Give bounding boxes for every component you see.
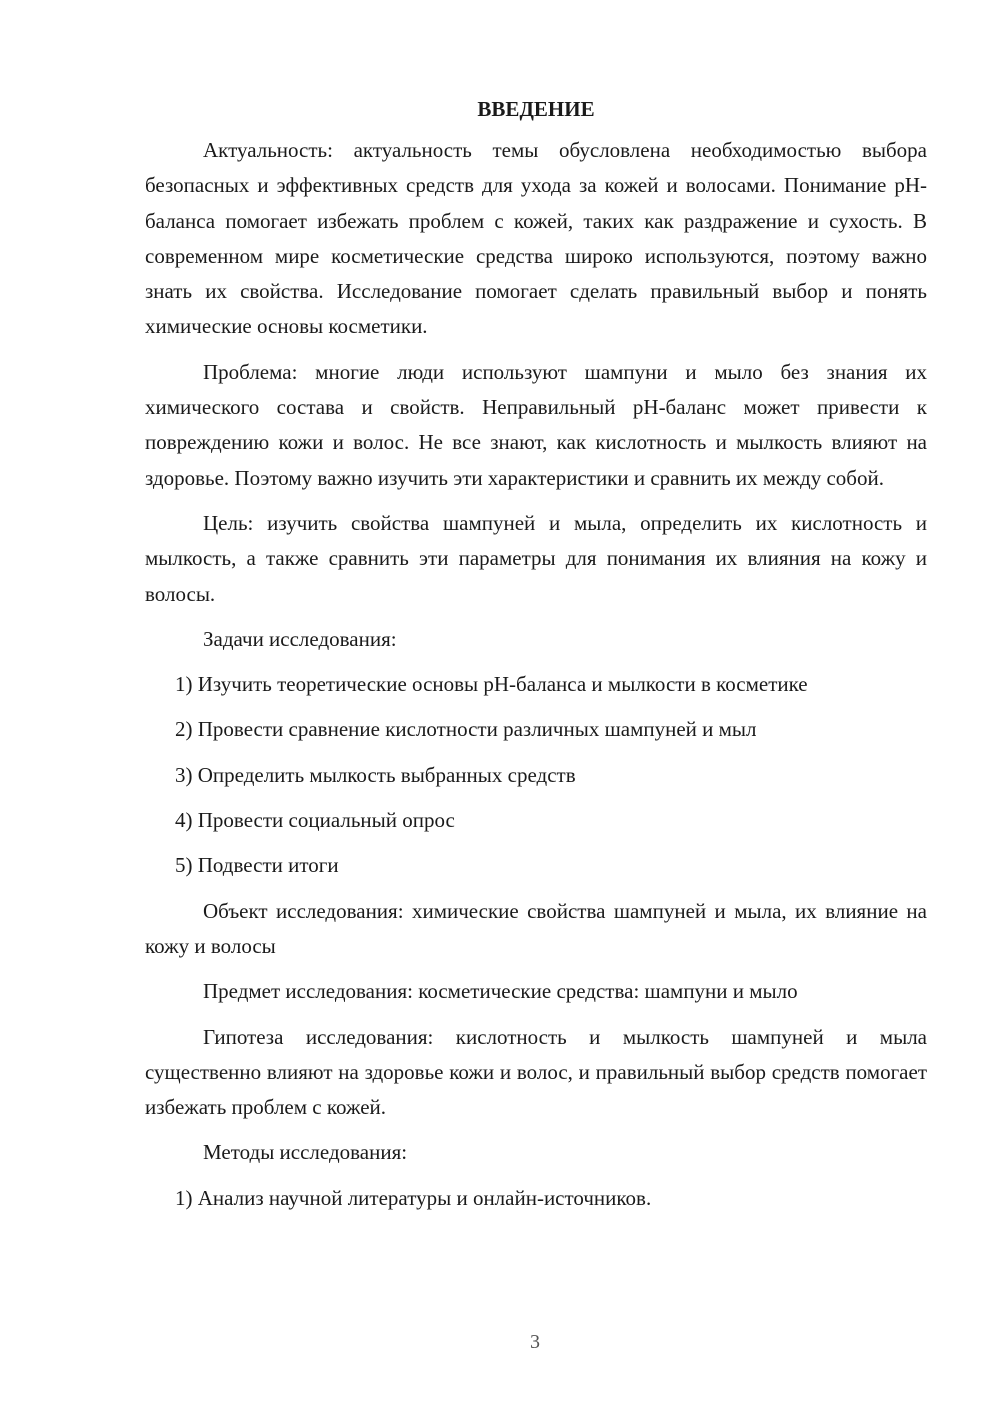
list-item: 3) Определить мылкость выбранных средств (175, 762, 576, 787)
section-heading: ВВЕДЕНИЕ (477, 97, 595, 121)
subject-paragraph: Предмет исследования: косметические средства: шампуни и мыло (203, 979, 798, 1004)
list-item: 4) Провести социальный опрос (175, 808, 455, 833)
document-page (145, 92, 927, 1226)
list-item: 1) Анализ научной литературы и онлайн-источников. (175, 1185, 652, 1210)
goal-paragraph: Цель: изучить свойства шампуней и мыла, определить их кислотность и мылкость, а также сравнить эти параметры для понимания их влияния на кожу и волосы. (145, 510, 927, 606)
list-item: 2) Провести сравнение кислотности различных шампуней и мыл (175, 717, 757, 742)
relevance-paragraph: Актуальность: актуальность темы обусловлена необходимостью выбора безопасных и эффективных средств для ухода за кожей и волосами. Понимание pH-баланса помогает избежать проблем с кожей, таких как раздражение и сухость. В современном мире косметические средства широко используются, поэтому важно знать их свойства. Исследование помогает сделать правильный выбор и понять химические основы косметики. (145, 138, 927, 339)
page-number: 3 (530, 1331, 540, 1353)
methods-title: Методы исследования: (203, 1140, 408, 1165)
hypothesis-paragraph: Гипотеза исследования: кислотность и мылкость шампуней и мыла существенно влияют на здоровье кожи и волос, и правильный выбор средств помогает избежать проблем с кожей. (145, 1024, 927, 1120)
list-item: 1) Изучить теоретические основы pH-баланса и мылкости в косметике (175, 672, 808, 697)
methods-list (145, 1181, 927, 1216)
tasks-title: Задачи исследования: (203, 626, 397, 651)
problem-paragraph: Проблема: многие люди используют шампуни и мыло без знания их химического состава и свойств. Неправильный pH-баланс может привести к повреждению кожи и волос. Не все знают, как кислотность и мылкость влияют на здоровье. Поэтому важно изучить эти характеристики и сравнить их между собой. (145, 359, 927, 490)
tasks-list (145, 667, 927, 883)
object-paragraph: Объект исследования: химические свойства шампуней и мыла, их влияние на кожу и волосы (145, 898, 927, 958)
list-item: 5) Подвести итоги (175, 853, 339, 878)
